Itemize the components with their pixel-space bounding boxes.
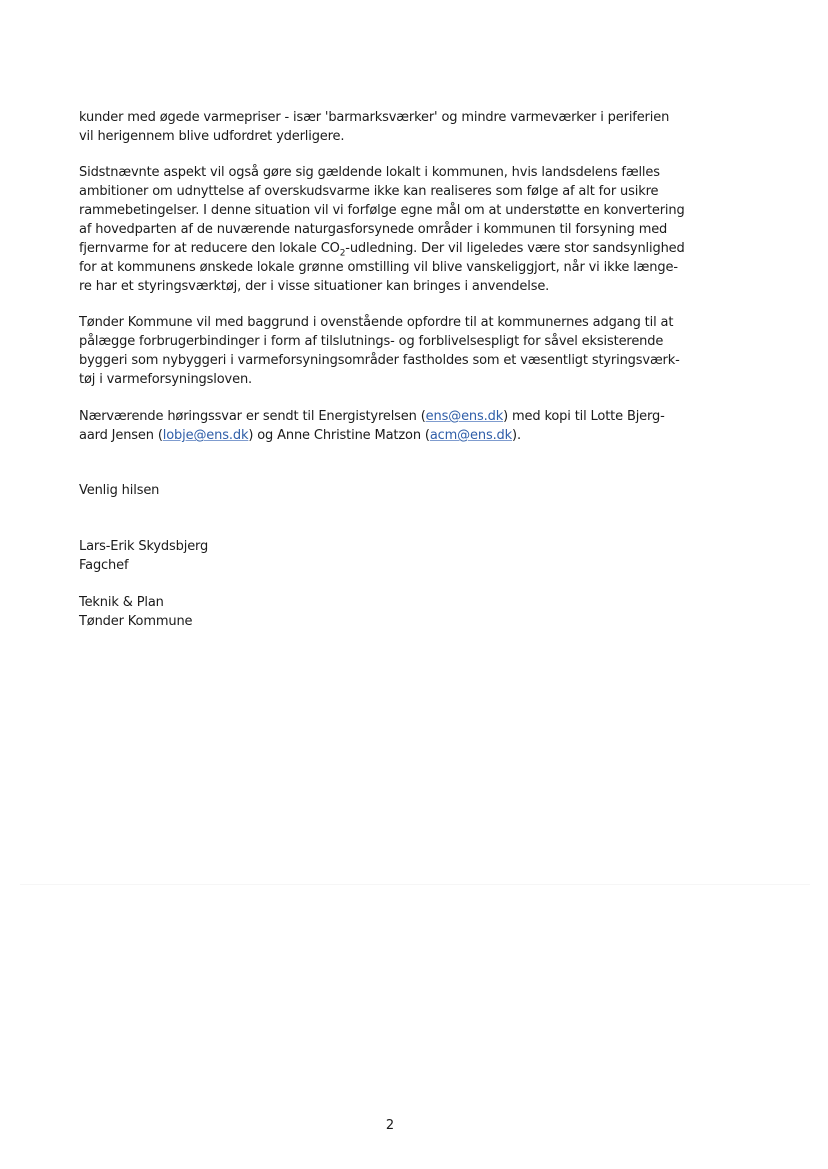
text-segment: ). — [512, 428, 521, 443]
email-link-acm[interactable]: acm@ens.dk — [429, 428, 513, 443]
paragraph-local-ambitions — [79, 163, 719, 296]
text-line — [79, 407, 719, 426]
page-number: 2 — [385, 1118, 395, 1133]
text-line: pålægge forbrugerbindinger i form af tilslutnings- og forblivelsespligt for såvel eksisterende — [79, 334, 664, 349]
email-link-ens[interactable]: ens@ens.dk — [425, 409, 504, 424]
text-line: ambitioner om udnyttelse af overskudsvarme ikke kan realiseres som følge af alt for usikre — [79, 184, 659, 199]
closing-text: Venlig hilsen — [79, 483, 160, 498]
text-line: vil herigennem blive udfordret yderligere. — [79, 129, 345, 144]
text-line: Tønder Kommune vil med baggrund i ovenstående opfordre til at kommunernes adgang til at — [79, 315, 674, 330]
text-segment: Nærværende høringssvar er sendt til Energistyrelsen ( — [79, 409, 426, 424]
department-organization: Tønder Kommune — [79, 614, 193, 629]
text-line: kunder med øgede varmepriser - især 'barmarksværker' og mindre varmeværker i periferien — [79, 110, 670, 125]
text-line: af hovedparten af de nuværende naturgasforsynede områder i kommunen til forsyning med — [79, 222, 668, 237]
email-link-lobje[interactable]: lobje@ens.dk — [162, 428, 249, 443]
text-line — [79, 426, 719, 445]
text-segment: fjernvarme for at reducere den lokale CO — [79, 241, 340, 256]
text-line: byggeri som nybyggeri i varmeforsyningsområder fastholdes som et væsentligt styringsværk- — [79, 353, 680, 368]
text-line: rammebetingelser. I denne situation vil vi forfølge egne mål om at understøtte en konvertering — [79, 203, 685, 218]
paragraph-consumer-prices — [79, 108, 719, 146]
closing-greeting — [79, 481, 719, 500]
text-segment: ) og Anne Christine Matzon ( — [248, 428, 430, 443]
paragraph-distribution — [79, 407, 719, 445]
paragraph-recommendation — [79, 313, 719, 389]
text-line: re har et styringsværktøj, der i visse situationer kan bringes i anvendelse. — [79, 279, 550, 294]
text-segment: -udledning. Der vil ligeledes være stor sandsynlighed — [345, 241, 685, 256]
signer-name: Lars-Erik Skydsbjerg — [79, 539, 209, 554]
text-segment: aard Jensen ( — [79, 428, 163, 443]
text-line: tøj i varmeforsyningsloven. — [79, 372, 253, 387]
text-line: Sidstnævnte aspekt vil også gøre sig gældende lokalt i kommunen, hvis landsdelens fælles — [79, 165, 660, 180]
signature-block — [79, 537, 719, 575]
department-block — [79, 593, 719, 631]
text-line: for at kommunens ønskede lokale grønne omstilling vil blive vanskeliggjort, når vi ikke længe- — [79, 260, 678, 275]
text-line-co2 — [79, 239, 719, 258]
signer-title: Fagchef — [79, 558, 129, 573]
text-segment: ) med kopi til Lotte Bjerg- — [503, 409, 665, 424]
scan-artifact-line — [20, 884, 810, 885]
subscript-two: 2 — [339, 248, 346, 259]
department-unit: Teknik & Plan — [79, 595, 164, 610]
